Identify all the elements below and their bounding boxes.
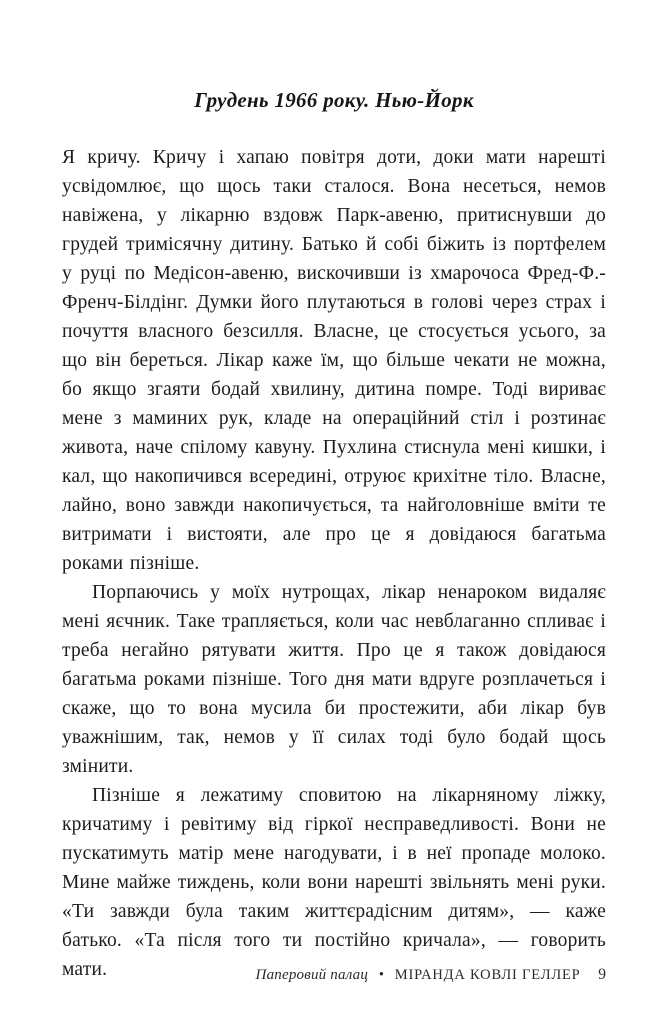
page-footer xyxy=(62,966,606,984)
text-block xyxy=(62,88,606,984)
paragraph-1: Я кричу. Кричу і хапаю повітря доти, доки мати нарешті усвідомлює, що щось таки сталося. Вона несеться, немов навіжена, у лікарню вздовж Парк-авеню, притиснувши до грудей тримісячну дитину. Батько й собі біжить із портфелем у руці по Медісон-авеню, вискочивши із хмарочоса Фред-Ф.-Френч-Білдінг. Думки його плутаються в голові через страх і почуття власного безсилля. Власне, це стосується усього, за що він береться. Лікар каже їм, що більше чекати не можна, бо якщо згаяти бодай хвилину, дитина помре. Тоді вириває мене з маминих рук, кладе на операційний стіл і розтинає живота, наче спілому кавуну. Пухлина стиснула мені кишки, і кал, що накопичився всередині, отруює крихітне тіло. Власне, лайно, воно завжди накопичується, та найголовніше вміти те витримати і вистояти, але про це я довідаюся багатьма роками пізніше. xyxy=(62,147,606,574)
page-number: 9 xyxy=(598,966,606,983)
paragraph-3: Пізніше я лежатиму сповитою на лікарняному ліжку, кричатиму і ревітиму від гіркої несправедливості. Вони не пускатимуть матір мене нагодувати, і в неї пропаде молоко. Мине майже тиждень, коли вони нарешті звільнять мені руки. «Ти завжди була таким життєрадісним дитям», — каже батько. «Та після того ти постійно кричала», — говорить мати. xyxy=(62,785,606,980)
footer-separator: • xyxy=(378,967,385,983)
footer-book-title: Паперовий палац xyxy=(255,967,369,983)
chapter-title: Грудень 1966 року. Нью-Йорк xyxy=(194,88,474,112)
footer-author: МІРАНДА КОВЛІ ГЕЛЛЕР xyxy=(394,967,581,983)
paragraph-2: Порпаючись у моїх нутрощах, лікар ненароком видаляє мені яєчник. Таке трапляється, коли час невблаганно спливає і треба негайно рятувати життя. Про це я також довідаюся багатьма роками пізніше. Того дня мати вдруге розплачеться і скаже, що то вона мусила би простежити, аби лікар був уважнішим, так, немов у її силах тоді було бодай щось змінити. xyxy=(62,582,606,777)
